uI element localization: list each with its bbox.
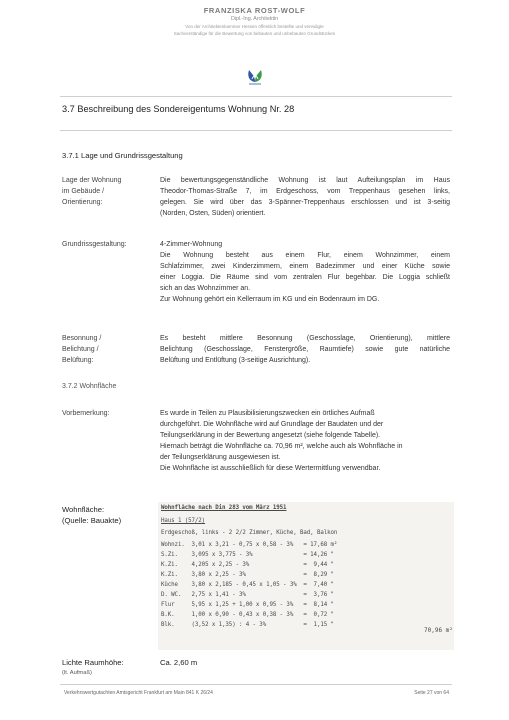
label-lichte-raumhoehe: Lichte Raumhöhe: [62,658,124,667]
note-lichte-raumhoehe: (lt. Aufmaß) [62,670,92,676]
label-vorbemerkung: Vorbemerkung: [62,410,110,417]
scan-row: Küche 3,80 x 2,185 - 0,45 x 1,05 - 3% = 7,40 " [161,582,334,588]
label-grundriss: Grundrissgestaltung: [62,241,127,248]
footer-rule [60,684,452,685]
text-vorbemerkung: Es wurde in Teilen zu Plausibilisierungszwecken ein örtliches Aufmaß durchgeführt. Die Wohnfläche wird auf Grundlage der Baudaten und der Teilungserklärung in der Bewertung angesetzt (siehe folgende Tabelle). Hiernach beträgt die Wohnfläche ca. 70,96 m², welche auch als Wohnfläche in der Teilungserklärung ausgewiesen ist. Die Wohnfläche ist ausschließlich für diese Wertermittlung verwendbar. [160,410,403,472]
scan-row: D. WC. 2,75 x 1,41 - 3% = 3,76 " [161,592,334,598]
scan-row: Flur 5,95 x 1,25 + 1,00 x 0,95 - 3% = 8,14 " [161,602,334,608]
scan-row: Blk. (3,52 x 1,35) : 4 - 3% = 1,15 " [161,622,334,628]
author-credentials-2: Sachverständige für die Bewertung von bebauten und unbebauten Grundstücken [173,31,336,36]
label-wohnflaeche: Wohnfläche: (Quelle: Bauakte) [62,505,122,525]
author-title: Dipl.-Ing. Architektin [230,16,279,22]
subsection-title-wohnflaeche: 3.7.2 Wohnfläche [62,383,117,390]
letterhead [0,6,509,36]
label-besonnung: Besonnung / Belichtung / Belüftung: [62,335,102,364]
scan-heading: Wohnfläche nach Din 283 vom März 1951 [161,505,287,511]
section-title: 3.7 Beschreibung des Sondereigentums Wohnung Nr. 28 [62,104,295,114]
leaf-logo-icon [245,66,265,86]
text-lage: Die bewertungsgegenständliche Wohnung ist laut Aufteilungsplan im Haus Theodor-Thomas-Straße 7, im Erdgeschoss, vom Treppenhaus gesehen links, gelegen. Sie wird über das 3-Spänner-Treppenhaus erschlossen und ist 3-seitig (Norden, Osten, Süden) orientiert. [160,177,450,217]
area-calculation-scan [158,502,454,650]
scan-row: S.Zi. 3,095 x 3,775 - 3% = 14,26 " [161,552,334,558]
text-grundriss: 4-Zimmer-Wohnung Die Wohnung besteht aus einem Flur, einem Wohnzimmer, einem Schlafzimmer, zwei Kinderzimmern, einem Badezimmer und einer Küche sowie einer Loggia. Die Räume sind vom zentralen Flur begehbar. Die Loggia schließt sich an das Wohnzimmer an. Zur Wohnung gehört ein Kellerraum im KG und ein Bodenraum im DG. [160,241,450,303]
subsection-title-lage: 3.7.1 Lage und Grundrissgestaltung [62,151,183,160]
author-name: FRANZISKA ROST-WOLF [203,6,306,15]
scan-row: B.K. 1,00 x 0,90 - 0,43 x 0,38 - 3% = 0,72 " [161,612,334,618]
value-lichte-raumhoehe: Ca. 2,60 m [160,658,198,667]
scan-floor: Erdgeschoß, links - 2 2/2 Zimmer, Küche, Bad, Balkon [161,530,338,536]
scan-row: Wohnzi. 3,01 x 3,21 - 0,75 x 0,58 - 3% = 17,68 m² [161,542,338,548]
text-besonnung: Es besteht mittlere Besonnung (Geschosslage, Orientierung), mittlere Belichtung (Geschosslage, Fenstergröße, Raumtiefe) sowie gute natürliche Belüftung und Entlüftung (3-seitige Ausrichtung). [160,335,450,364]
header-rule [60,96,452,97]
section-rule [60,130,452,131]
footer-reference: Verkehrswertgutachten Amtsgericht Frankfurt am Main 841 K 26/24 [64,690,213,696]
label-lage: Lage der Wohnung im Gebäude / Orientierung: [62,177,122,206]
scan-row: K.Zi. 4,205 x 2,25 - 3% = 9,44 " [161,562,334,568]
footer-page-number: Seite 27 von 64 [414,690,449,696]
scan-total: 70,96 m² [424,627,453,634]
scan-row: K.Zi. 3,80 x 2,25 - 3% = 8,29 " [161,572,334,578]
scan-house: Haus 1 (57/2) [161,518,206,524]
author-credentials-1: Von der Architektenkammer Hessen öffentlich bestellte und vereidigte [185,24,324,29]
